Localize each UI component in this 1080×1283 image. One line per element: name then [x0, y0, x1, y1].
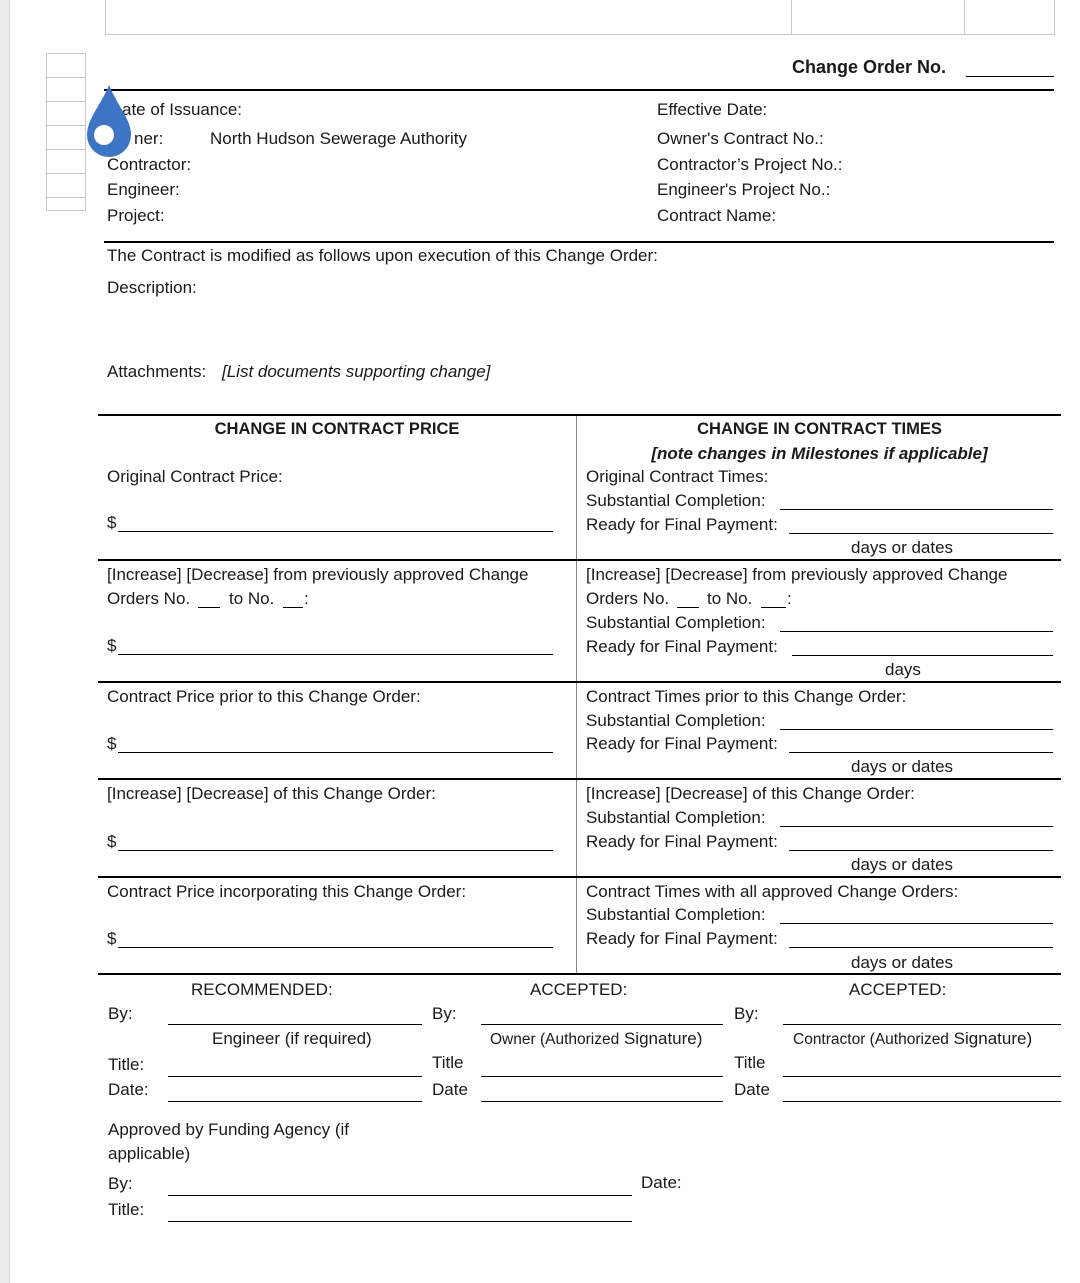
project-label: Project:: [107, 206, 165, 225]
contractor-date-label: Date: [734, 1080, 770, 1099]
dollar-sign: $: [107, 832, 117, 851]
owner-accepted-label: ACCEPTED:: [530, 980, 628, 999]
funding-title-label: Title:: [108, 1200, 145, 1219]
contractor-label: Contractor:: [107, 155, 192, 174]
prev-times-orders-to: to No.: [707, 589, 753, 608]
header-rule: [104, 89, 1054, 91]
ready-final-payment-label: Ready for Final Payment:: [586, 637, 778, 656]
table-top-rule: [98, 414, 1061, 416]
prev-price-orders-from: Orders No.: [107, 589, 191, 608]
ready-final-payment-field[interactable]: [789, 947, 1053, 948]
owner-date-field[interactable]: [481, 1101, 723, 1102]
times-subheading: [note changes in Milestones if applicable]: [651, 444, 988, 463]
ready-final-payment-label: Ready for Final Payment:: [586, 515, 778, 534]
owner-value: North Hudson Sewerage Authority: [210, 129, 468, 148]
prev-price-label-line1: [Increase] [Decrease] from previously approved Change: [107, 565, 529, 584]
funding-by-label: By:: [108, 1174, 133, 1193]
date-of-issuance-label: ate of Issuance:: [122, 100, 243, 119]
contractor-by-label: By:: [734, 1004, 759, 1023]
dollar-sign: $: [107, 929, 117, 948]
description-label: Description:: [107, 278, 197, 297]
funding-signature-field[interactable]: [168, 1195, 632, 1196]
engineer-title-label: Title:: [108, 1055, 145, 1074]
days-note: days: [885, 660, 921, 679]
prev-times-colon: :: [787, 589, 792, 608]
owner-by-label: By:: [432, 1004, 457, 1023]
engineer-by-label: By:: [108, 1004, 133, 1023]
substantial-completion-label: Substantial Completion:: [586, 613, 766, 632]
days-or-dates-note: days or dates: [851, 538, 954, 557]
prior-price-field[interactable]: [118, 752, 553, 753]
table-rule-2: [98, 681, 1061, 683]
prev-times-orders-from: Orders No.: [586, 589, 670, 608]
ready-final-payment-label: Ready for Final Payment:: [586, 929, 778, 948]
ready-final-payment-field[interactable]: [789, 752, 1053, 753]
incorporating-price-field[interactable]: [118, 947, 553, 948]
substantial-completion-label: Substantial Completion:: [586, 711, 766, 730]
prev-times-label-line1: [Increase] [Decrease] from previously approved Change: [586, 565, 1008, 584]
contractor-signature-caption: Contractor (Authorized Signature): [793, 1029, 1033, 1048]
engineer-date-label: Date:: [108, 1080, 149, 1099]
prior-price-label: Contract Price prior to this Change Order:: [107, 687, 421, 706]
ready-final-payment-label: Ready for Final Payment:: [586, 734, 778, 753]
this-co-price-field[interactable]: [118, 850, 553, 851]
with-all-times-label: Contract Times with all approved Change Orders:: [586, 882, 959, 901]
prev-price-from-field[interactable]: [198, 607, 220, 608]
dollar-sign: $: [107, 636, 117, 655]
funding-agency-label-line2: applicable): [108, 1144, 191, 1163]
change-order-number-field[interactable]: [966, 76, 1054, 77]
owners-contract-no-label: Owner's Contract No.:: [657, 129, 824, 148]
this-co-times-label: [Increase] [Decrease] of this Change Order:: [586, 784, 915, 803]
substantial-completion-label: Substantial Completion:: [586, 808, 766, 827]
funding-title-field[interactable]: [168, 1221, 632, 1222]
days-or-dates-note: days or dates: [851, 855, 954, 874]
prev-times-from-field[interactable]: [677, 607, 699, 608]
engineer-title-field[interactable]: [168, 1076, 422, 1077]
funding-date-label: Date:: [641, 1173, 682, 1192]
original-times-label: Original Contract Times:: [586, 467, 769, 486]
engineer-label: Engineer:: [107, 180, 180, 199]
ready-final-payment-field[interactable]: [789, 850, 1053, 851]
prev-times-to-field[interactable]: [761, 607, 786, 608]
contractor-title-label: Title: [734, 1053, 766, 1072]
prev-price-field[interactable]: [118, 654, 553, 655]
prev-price-orders-to: to No.: [229, 589, 275, 608]
dollar-sign: $: [107, 513, 117, 532]
engineer-signature-field[interactable]: [168, 1024, 422, 1025]
substantial-completion-label: Substantial Completion:: [586, 905, 766, 924]
page-edge: [0, 0, 10, 1283]
original-price-label: Original Contract Price:: [107, 467, 283, 486]
top-table-fragment: [105, 0, 1055, 35]
table-bottom-rule: [98, 973, 1061, 975]
incorporating-price-label: Contract Price incorporating this Change Order:: [107, 882, 467, 901]
owner-signature-caption: Owner (Authorized Signature): [490, 1029, 703, 1048]
owner-title-label: Title: [432, 1053, 464, 1072]
recommended-label: RECOMMENDED:: [191, 980, 333, 999]
engineers-project-no-label: Engineer's Project No.:: [657, 180, 831, 199]
times-heading: CHANGE IN CONTRACT TIMES: [697, 420, 942, 438]
days-or-dates-note: days or dates: [851, 757, 954, 776]
table-rule-4: [98, 876, 1061, 878]
margin-table-fragment: [46, 53, 86, 211]
substantial-completion-field[interactable]: [780, 729, 1053, 730]
substantial-completion-field[interactable]: [780, 826, 1053, 827]
ready-final-payment-field[interactable]: [789, 533, 1053, 534]
table-rule-1: [98, 559, 1061, 561]
substantial-completion-field[interactable]: [780, 923, 1053, 924]
prior-times-label: Contract Times prior to this Change Order:: [586, 687, 907, 706]
change-order-label: Change Order No.: [792, 57, 947, 77]
ready-final-payment-field[interactable]: [792, 655, 1053, 656]
modified-text: The Contract is modified as follows upon execution of this Change Order:: [107, 246, 658, 265]
contractor-accepted-label: ACCEPTED:: [849, 980, 947, 999]
substantial-completion-field[interactable]: [780, 509, 1053, 510]
prev-price-colon: :: [304, 589, 309, 608]
dollar-sign: $: [107, 734, 117, 753]
contractors-project-no-label: Contractor’s Project No.:: [657, 155, 843, 174]
price-heading: CHANGE IN CONTRACT PRICE: [214, 420, 460, 438]
owner-signature-field[interactable]: [481, 1024, 723, 1025]
funding-agency-label-line1: Approved by Funding Agency (if: [108, 1120, 349, 1139]
this-co-price-label: [Increase] [Decrease] of this Change Order:: [107, 784, 436, 803]
prev-price-to-field[interactable]: [283, 607, 303, 608]
owner-date-label: Date: [432, 1080, 468, 1099]
table-center-divider: [576, 416, 577, 974]
original-price-field[interactable]: [118, 531, 553, 532]
info-rule: [104, 241, 1054, 243]
table-rule-3: [98, 778, 1061, 780]
engineer-date-field[interactable]: [168, 1101, 422, 1102]
attachments-note: [List documents supporting change]: [222, 362, 491, 381]
attachments-label: Attachments:: [107, 362, 207, 381]
engineer-signature-caption: Engineer (if required): [212, 1029, 372, 1048]
substantial-completion-field[interactable]: [780, 631, 1053, 632]
water-drop-icon[interactable]: [83, 83, 135, 163]
effective-date-label: Effective Date:: [657, 100, 768, 119]
days-or-dates-note: days or dates: [851, 953, 954, 972]
contractor-date-field[interactable]: [783, 1101, 1061, 1102]
owner-label: ner:: [134, 129, 164, 148]
substantial-completion-label: Substantial Completion:: [586, 491, 766, 510]
ready-final-payment-label: Ready for Final Payment:: [586, 832, 778, 851]
contractor-title-field[interactable]: [783, 1076, 1061, 1077]
contract-name-label: Contract Name:: [657, 206, 777, 225]
contractor-signature-field[interactable]: [783, 1024, 1061, 1025]
owner-title-field[interactable]: [481, 1076, 723, 1077]
